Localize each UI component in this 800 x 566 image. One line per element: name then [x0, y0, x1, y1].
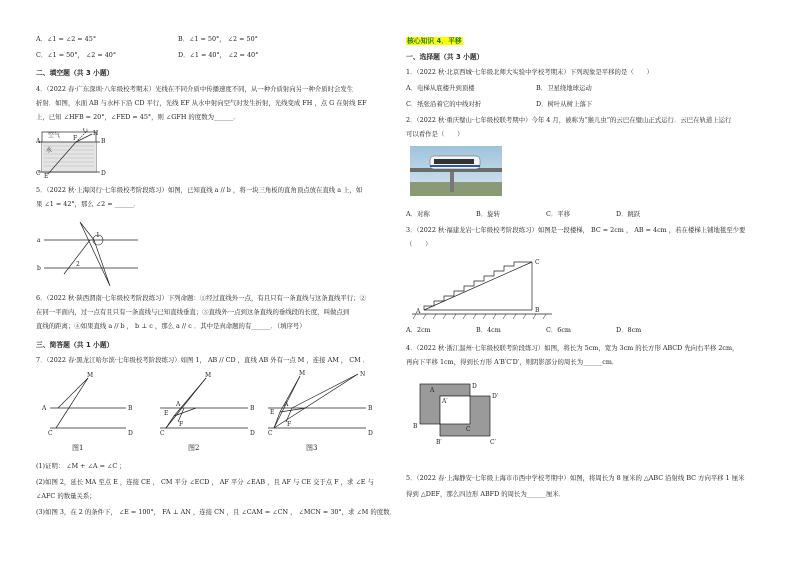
option-c: C．∠1 = 50°， ∠2 = 40° [36, 51, 117, 59]
r-q5-line1: 5．（2022 春·上海静安·七年级上海市市西中学校考期中）如图，将周长为 8 厘米的 △ABC 沿射线 BC 方向平移 1 厘米 [406, 474, 745, 482]
q4-fig-label-h: H [93, 130, 99, 137]
q7-part1: (1)证明： ∠M + ∠A = ∠C ； [36, 462, 126, 470]
option-d: D．∠1 = 40°， ∠2 = 40° [178, 51, 259, 59]
q7-fig3 [268, 370, 373, 452]
q7-fig2-label-a: A [176, 401, 181, 408]
rect-label-c-prime: C′ [490, 439, 496, 446]
q7-fig3-caption: 图3 [306, 444, 318, 452]
rect-label-a-prime: A′ [442, 398, 448, 405]
rect-label-d-prime: D′ [492, 393, 499, 400]
q7-fig2-label-e: E [164, 410, 169, 417]
q7-fig1-label-a: A [42, 405, 47, 412]
staircase-figure [410, 254, 554, 324]
q4-line2: 折射．如图，水面 AB 与水杯下沿 CD 平行，光线 EF 从水中射向空气时发生折射，光线变成 FH ，点 G 在射线 EF [36, 99, 367, 107]
r-q3-option-b: B．4cm [476, 326, 501, 334]
r-q2-line2: 可以看作是（ ） [406, 130, 464, 138]
q7-fig1-label-d: D [128, 430, 133, 437]
q7-line1: 7．（2022 春·黑龙江哈尔滨·七年级校考阶段练习）如图 1， AB // CD ，直线 AB 外有一点 M ，连接 AM ， CM ． [36, 356, 370, 364]
q4-line1: 4．（2022 春·广东深圳·八年级校考期末）光线在不同介质中传播速度不同，从一种介质射向另一种介质时会发生 [36, 85, 354, 93]
q5-fig-label-2: 2 [76, 261, 80, 268]
knowledge-heading: 核心知识 4．平移 [407, 37, 462, 45]
q7-fig3-label-c: C [268, 430, 273, 437]
q4-fig-label-b: B [101, 138, 106, 145]
monorail-photo [410, 146, 502, 196]
q7-fig1-label-b: B [128, 405, 133, 412]
q4-fig-label-e: E [44, 173, 49, 178]
q5-figure [36, 220, 146, 288]
r-q1-option-b: B．卫星绕地球运动 [536, 84, 592, 92]
q7-part2-line1: (2)如图 2，延长 MA 至点 E ，连接 CE ， CM 平分 ∠ECD ， AF 平分 ∠EAB ，且 AF 与 CE 交于点 F ，求 ∠E 与 [36, 478, 374, 486]
q4-fig-label-c: C [36, 170, 41, 177]
q7-fig1 [41, 372, 133, 452]
q7-fig1-label-c: C [48, 430, 53, 437]
rectangles-figure [412, 376, 512, 450]
q7-part3: (3)如图 3，在 2 的条件下， ∠E = 100°， FA ⊥ AN ，连接 CN ，且 ∠CAM = ∠CN ， ∠MCN = 30°，求 ∠M 的度数． [36, 508, 396, 516]
q6-line1: 6．（2022 秋·陕西渭南·七年级校考阶段练习）下列命题：①经过直线外一点，有且只有一条直线与这条直线平行；② [36, 294, 366, 302]
q4-fig-air-label: 空气 [48, 132, 61, 139]
q7-fig2-label-c: C [160, 430, 165, 437]
r-q3-line1: 3．（2022 秋·福建龙岩·七年级校考阶段练习）如图是一段楼梯， BC = 2cm ， AB = 4cm ，若在楼梯上铺地毯至少要 [406, 226, 746, 234]
rect-label-c: C [466, 426, 471, 433]
q7-part2-line2: ∠AFC 的数量关系； [36, 492, 96, 500]
q6-line2: 在同一平面内，过一点有且只有一条直线与已知直线垂直；③直线外一点到这条直线的垂线段的长度，叫做点到 [36, 308, 350, 316]
q7-fig2-label-m: M [205, 372, 212, 379]
q7-fig2-label-d: D [250, 430, 255, 437]
q7-fig2-caption: 图2 [188, 444, 200, 452]
r-q2-option-b: B．旋转 [476, 210, 500, 218]
option-a: A．∠1 = ∠2 = 45° [36, 35, 97, 43]
r-q1-option-d: D．树叶从树上落下 [536, 100, 593, 108]
q7-fig3-label-b: B [368, 405, 373, 412]
q7-fig3-label-d: D [368, 430, 373, 437]
staircase-label-b: B [535, 307, 540, 314]
q5-line2: 果 ∠1 = 42°，那么 ∠2 = ______． [36, 200, 141, 208]
q4-fig-label-g: G [83, 128, 88, 134]
q7-fig2-label-f: F [179, 421, 184, 428]
q7-fig3-label-a: A [284, 401, 289, 408]
q7-fig2-label-b: B [250, 405, 255, 412]
q7-fig3-label-n: N [360, 371, 366, 378]
r-q3-option-c: C．6cm [546, 326, 571, 334]
q7-fig3-label-e: E [270, 409, 275, 416]
r-q1-stem: 1．（2022 秋·北京西城·七年级北师大实验中学校考期末）下列现象是平移的是（ ） [406, 68, 653, 76]
q4-fig-label-f: F [73, 135, 78, 142]
q4-line3: 上，已知 ∠HFB = 20°，∠FED = 45°，则 ∠GFH 的度数为______． [36, 113, 240, 121]
r-q4-line2: 再向下平移 1cm，得到长方形 A′B′C′D′，则阴影部分的周长为______cm． [406, 358, 619, 366]
q4-figure [36, 128, 108, 178]
r-q3-option-d: D．8cm [616, 326, 642, 334]
option-b: B．∠1 = 50°， ∠2 = 50° [178, 35, 258, 43]
section2-heading: 二、填空题（共 3 小题） [36, 69, 114, 77]
q5-fig-label-1: 1 [96, 232, 100, 239]
q7-fig1-label-m: M [87, 372, 94, 379]
rect-label-b-prime: B′ [436, 439, 442, 446]
staircase-label-a: A [416, 308, 421, 315]
q7-fig2 [160, 372, 255, 452]
r-q2-line1: 2．（2022 秋·重庆璧山·七年级校联考期中）今年 4 月，被称为“猴儿虫”的云巴在璧山正式运行．云巴在轨道上运行 [406, 116, 732, 124]
r-q2-option-d: D．跳跃 [616, 210, 641, 218]
q7-fig3-label-f: F [287, 421, 292, 428]
q7-fig3-label-m: M [299, 370, 306, 377]
r-q3-option-a: A．2cm [406, 326, 431, 334]
rect-label-b: B [413, 423, 418, 430]
q4-fig-water-label: 水 [46, 147, 53, 154]
rect-label-a: A [430, 387, 435, 394]
r-q1-option-a: A．电梯从底楼升到顶楼 [406, 84, 475, 92]
q4-fig-label-d: D [101, 170, 106, 177]
q5-line1: 5．（2022 秋·上海闵行·七年级校考阶段练习）如图，已知直线 a // b ，将一块三角板的直角顶点放在直线 a 上，如 [36, 186, 363, 194]
section3-heading: 三、简答题（共 1 小题） [36, 341, 114, 349]
staircase-label-c: C [535, 259, 540, 266]
r-q4-line1: 4．（2022 秋·浙江温州·七年级校联考阶段练习）如图，将长为 5cm，宽为 3cm 的长方形 ABCD 先向右平移 2cm， [406, 344, 739, 352]
r-q1-option-c: C．纸张沿着它的中线对折 [406, 100, 482, 108]
r-q2-option-c: C．平移 [546, 210, 571, 218]
q6-line3: 直线的距离；④如果直线 a // b ， b ⊥ c ，那么 a // c ．其中是真命题的有______．（填序号） [36, 322, 306, 330]
rect-label-d: D [472, 383, 477, 390]
r-q2-option-a: A．对称 [406, 210, 430, 218]
r-q3-line2: （ ） [406, 240, 432, 248]
section1-heading: 一、选择题（共 3 小题） [406, 53, 484, 61]
q7-figures [36, 370, 392, 456]
q4-fig-label-a: A [36, 138, 41, 145]
q5-fig-label-b: b [37, 265, 41, 272]
q7-fig1-caption: 图1 [72, 444, 84, 452]
r-q5-line2: 得到 △DEF，那么四边形 ABFD 的周长为______厘米． [406, 490, 566, 498]
q5-fig-label-a: a [37, 237, 41, 244]
